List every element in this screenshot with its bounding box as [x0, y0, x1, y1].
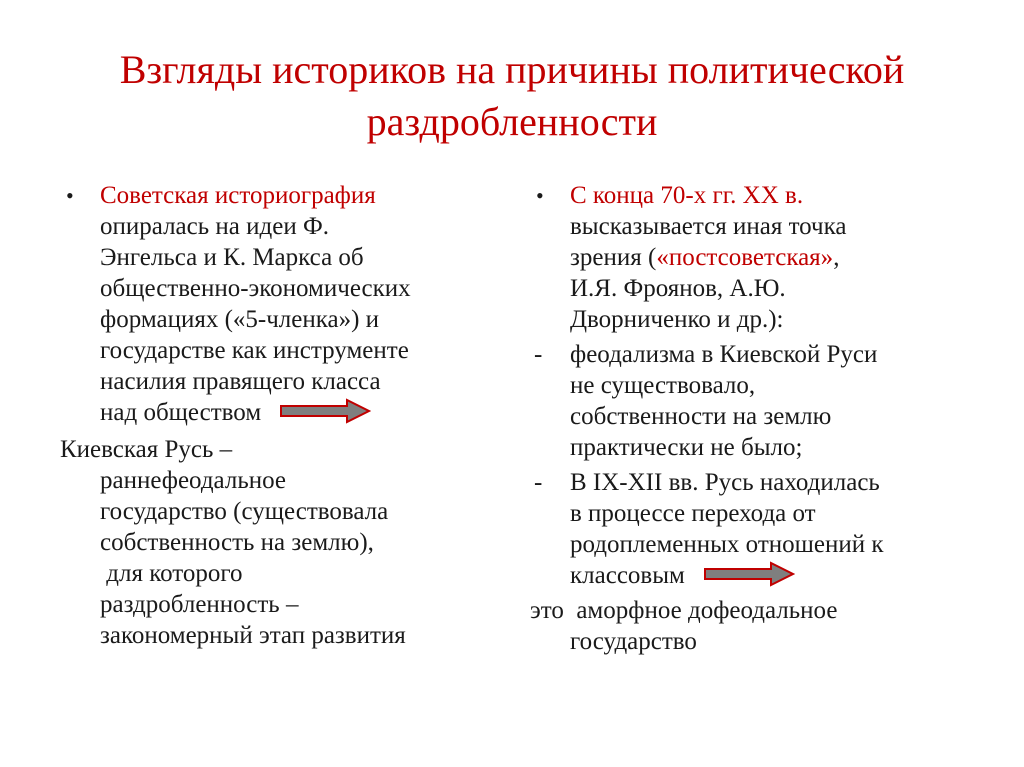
text-line: государство: [570, 628, 697, 655]
text-line: раннефеодальное: [100, 467, 287, 494]
text-line: Дворниченко и др.):: [570, 306, 784, 333]
text-line: Киевская Русь –: [60, 436, 233, 463]
text-line: Энгельса и К. Маркса об: [100, 244, 364, 271]
dash-marker: -: [534, 341, 543, 368]
text-line: высказывается иная точка: [570, 213, 847, 240]
bullet-marker: •: [536, 183, 544, 208]
text-line: И.Я. Фроянов, А.Ю.: [570, 275, 786, 302]
text-line: классовым: [570, 562, 685, 589]
left-column: [60, 180, 510, 651]
right-arrow-icon: [703, 561, 795, 587]
text-line: для которого: [100, 560, 243, 587]
text-line: общественно-экономических: [100, 275, 411, 302]
text-line: в процессе перехода от: [570, 500, 816, 527]
postsoviet-view-heading: С конца 70-х гг. XX в.: [570, 182, 804, 209]
postsoviet-view-item: [530, 180, 980, 335]
text-line: над обществом: [100, 399, 262, 426]
kievan-rus-paragraph: [60, 434, 510, 651]
bullet-marker: •: [66, 183, 74, 208]
slide-title: [40, 44, 984, 148]
text-line-with-arrow: [570, 560, 980, 591]
dash-marker: -: [534, 469, 543, 496]
text-line: родоплеменных отношений к: [570, 531, 884, 558]
soviet-historiography-item: [60, 180, 510, 428]
title-line-1: Взгляды историков на причины политической: [119, 47, 905, 92]
text-fragment: ,: [833, 244, 840, 271]
postsoviet-term: «постсоветская»: [656, 244, 834, 271]
text-line: В IX-XII вв. Русь находилась: [570, 469, 880, 496]
text-line: собственность на землю),: [100, 529, 374, 556]
text-line: не существовало,: [570, 372, 756, 399]
text-line: закономерный этап развития: [100, 622, 406, 649]
text-line: формациях («5-членка») и: [100, 306, 380, 333]
no-feudalism-item: [530, 339, 980, 463]
text-line: насилия правящего класса: [100, 368, 381, 395]
text-line: это аморфное дофеодальное: [530, 597, 838, 624]
text-line: собственности на землю: [570, 403, 832, 430]
text-line-with-arrow: [100, 397, 510, 428]
transition-item: [530, 467, 980, 591]
right-column: [530, 180, 980, 657]
text-fragment: зрения (: [570, 244, 657, 271]
right-arrow-icon: [279, 398, 371, 424]
text-line: феодализма в Киевской Руси: [570, 341, 878, 368]
text-line: раздробленность –: [100, 591, 299, 618]
amorphous-state-paragraph: [530, 595, 980, 657]
soviet-historiography-heading: Советская историография: [100, 182, 376, 209]
text-line: практически не было;: [570, 434, 803, 461]
text-line: государство (существовала: [100, 498, 389, 525]
text-line: [570, 242, 980, 273]
text-line: опиралась на идеи Ф.: [100, 213, 329, 240]
title-line-2: раздробленности: [366, 99, 658, 144]
text-line: государстве как инструменте: [100, 337, 409, 364]
